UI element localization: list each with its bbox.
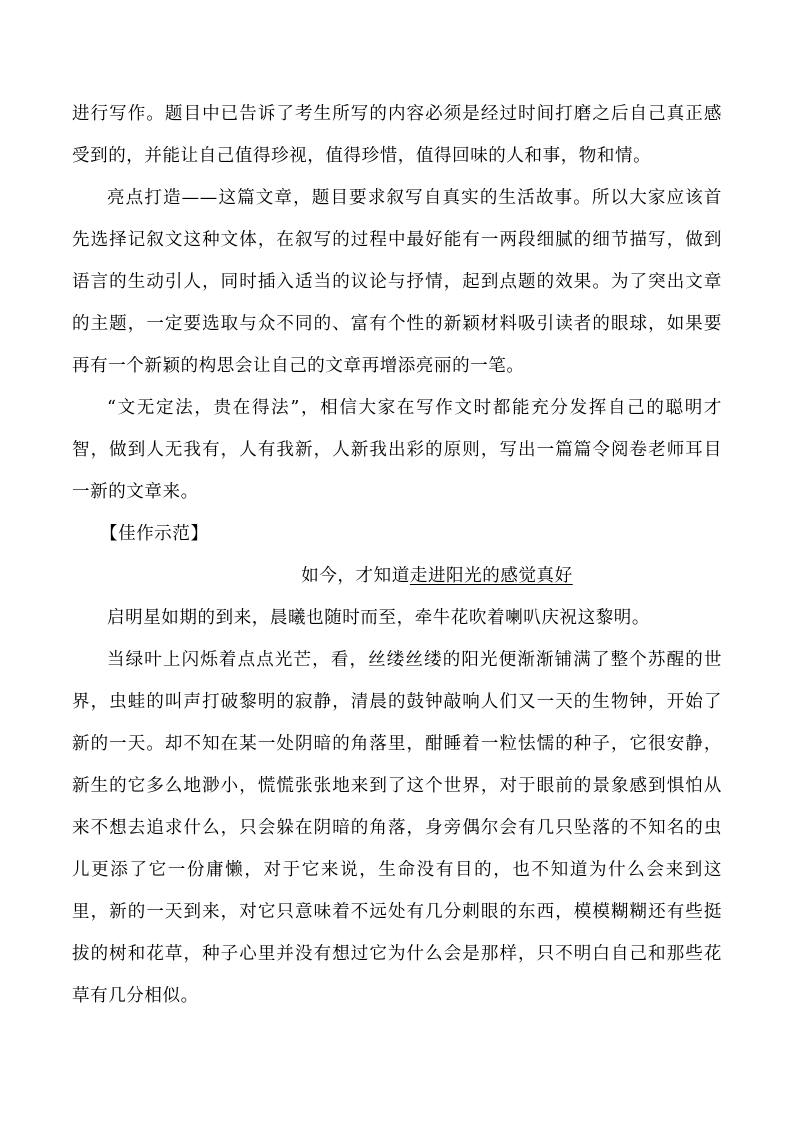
essay-paragraph-2: 当绿叶上闪烁着点点光芒，看，丝缕丝缕的阳光便渐渐铺满了整个苏醒的世界，虫蛙的叫声打破黎明的寂静，清晨的鼓钟敲响人们又一天的生物钟，开始了新的一天。却不知在某一处阴暗的角落里，酣睡着一粒怯懦的种子，它很安静，新生的它多么地渺小，慌慌张张地来到了这个世界，对于眼前的景象感到惧怕从来不想去追求什么，只会躲在阴暗的角落，身旁偶尔会有几只坠落的不知名的虫儿更添了它一份庸懒，对于它来说，生命没有目的，也不知道为什么会来到这里，新的一天到来，对它只意味着不远处有几分刺眼的东西，模模糊糊还有些挺拔的树和花草，种子心里并没有想过它为什么会是那样，只不明白自己和那些花草有几分相似。 [72,650,722,1006]
essay-title-underlined: 走进阳光的感觉真好 [409,566,573,586]
essay-paragraph-1: 启明星如期的到来，晨曦也随时而至，牵牛花吹着喇叭庆祝这黎明。 [107,608,650,628]
document-body [72,93,722,1017]
essay-title-prefix: 如今，才知道 [301,566,410,586]
paragraph-writing-method: “文无定法，贵在得法”，相信大家在写作文时都能充分发挥自己的聪明才智，做到人无我有，人有我新，人新我出彩的原则，写出一篇篇令阅卷老师耳目一新的文章来。 [72,398,722,502]
paragraph-writing-requirement: 进行写作。题目中已告诉了考生所写的内容必须是经过时间打磨之后自己真正感受到的，并能让自己值得珍视，值得珍惜，值得回味的人和事，物和情。 [72,104,722,166]
paragraph-highlight-tips: 亮点打造——这篇文章，题目要求叙写自真实的生活故事。所以大家应该首先选择记叙文这种文体，在叙写的过程中最好能有一两段细腻的细节描写，做到语言的生动引人，同时插入适当的议论与抒情，起到点题的效果。为了突出文章的主题，一定要选取与众不同的、富有个性的新颖材料吸引读者的眼球，如果要再有一个新颖的构思会让自己的文章再增添亮丽的一笔。 [72,188,722,376]
section-heading: 【佳作示范】 [100,524,209,544]
essay-title [72,555,722,597]
